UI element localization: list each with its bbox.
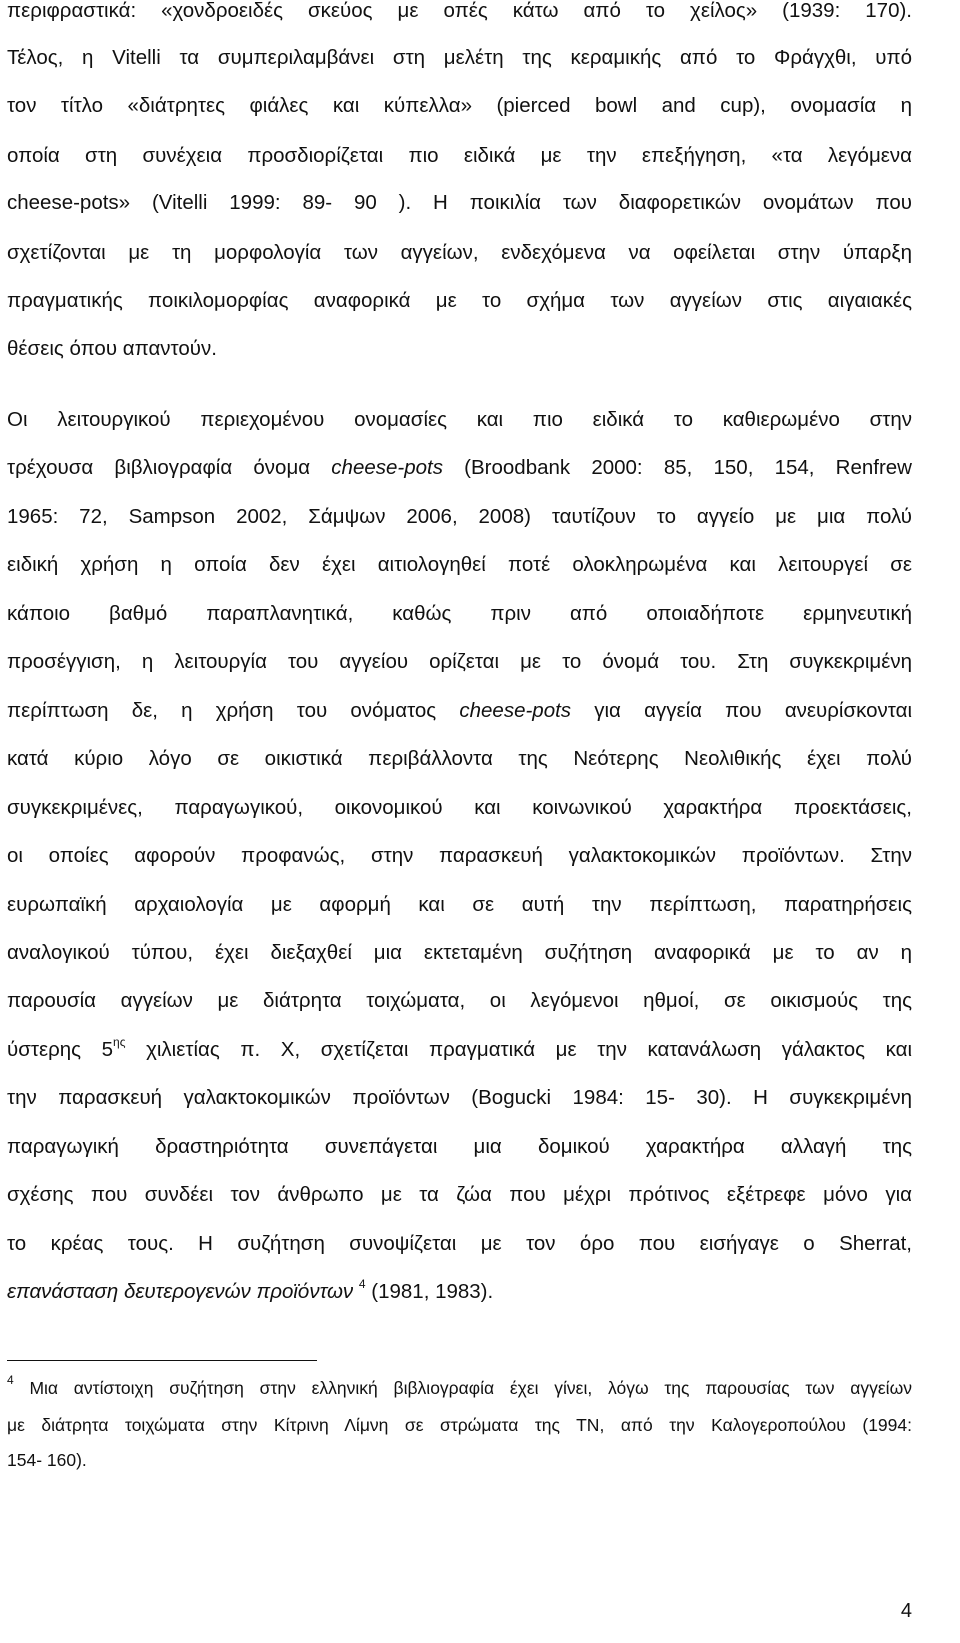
text-line: τον τίτλο «διάτρητες φιάλες και κύπελλα» (pierced bowl and cup), ονομασία η — [7, 94, 912, 117]
text-line: το κρέας τους. Η συζήτηση συνοψίζεται με τον όρο που εισήγαγε ο Sherrat, — [7, 1232, 912, 1255]
text-line: παρουσία αγγείων με διάτρητα τοιχώματα, οι λεγόμενοι ηθμοί, σε οικισμούς της — [7, 989, 912, 1012]
footnote-marker: 4 — [7, 1373, 14, 1387]
text-line: αναλογικού τύπου, έχει διεξαχθεί μια εκτεταμένη συζήτηση αναφορικά με το αν η — [7, 941, 912, 964]
text-line: πραγματικής ποικιλομορφίας αναφορικά με το σχήμα των αγγείων στις αιγαιακές — [7, 289, 912, 312]
text-line: οι οποίες αφορούν προφανώς, στην παρασκευή γαλακτοκομικών προϊόντων. Στην — [7, 844, 912, 867]
text-run: χιλιετίας π. Χ, σχετίζεται πραγματικά με την κατανάλωση γάλακτος και — [125, 1038, 912, 1061]
text-line: κάποιο βαθμό παραπλανητικά, καθώς πριν από οποιαδήποτε ερμηνευτική — [7, 602, 912, 625]
text-line: συγκεκριμένες, παραγωγικού, οικονομικού και κοινωνικού χαρακτήρα προεκτάσεις, — [7, 796, 912, 819]
text-run: για αγγεία που ανευρίσκονται — [571, 699, 913, 722]
page-number: 4 — [900, 1600, 912, 1622]
italic-term: επανάσταση δευτερογενών προϊόντων — [7, 1280, 354, 1303]
footnote-line — [7, 1374, 912, 1402]
text-line: παραγωγική δραστηριότητα συνεπάγεται μια δομικού χαρακτήρα αλλαγή της — [7, 1135, 912, 1158]
text-line: Τέλος, η Vitelli τα συμπεριλαμβάνει στη μελέτη της κεραμικής από το Φράγχθι, υπό — [7, 46, 912, 69]
text-line: θέσεις όπου απαντούν. — [7, 337, 217, 360]
text-run: (Broodbank 2000: 85, 150, 154, Renfrew — [442, 456, 912, 479]
text-line — [7, 696, 912, 726]
footnote-line: με διάτρητα τοιχώματα στην Κίτρινη Λίμνη σε στρώματα της ΤΝ, από την Καλογεροπούλου (1994: — [7, 1415, 912, 1435]
text-line — [7, 1277, 912, 1307]
text-line: cheese-pots» (Vitelli 1999: 89- 90 ). Η ποικιλία των διαφορετικών ονομάτων που — [7, 191, 912, 214]
text-line: περιφραστικά: «χονδροειδές σκεύος με οπές κάτω από το χείλος» (1939: 170). — [7, 0, 912, 22]
text-run: τρέχουσα βιβλιογραφία όνομα — [7, 456, 332, 479]
text-line — [7, 1035, 912, 1065]
text-line: προσέγγιση, η λειτουργία του αγγείου ορίζεται με το όνομά του. Στη συγκεκριμένη — [7, 650, 912, 673]
text-line: κατά κύριο λόγο σε οικιστικά περιβάλλοντα της Νεότερης Νεολιθικής έχει πολύ — [7, 747, 912, 770]
footnote-line: 154- 160). — [7, 1450, 87, 1470]
text-line: οποία στη συνέχεια προσδιορίζεται πιο ειδικά με την επεξήγηση, «τα λεγόμενα — [7, 144, 912, 167]
text-line: σχέσης που συνδέει τον άνθρωπο με τα ζώα που μέχρι πρότινος εξέτρεφε μόνο για — [7, 1183, 912, 1206]
text-run: (1981, 1983). — [365, 1280, 494, 1303]
text-run: ύστερης 5 — [7, 1038, 114, 1061]
text-line: 1965: 72, Sampson 2002, Σάμψων 2006, 2008) ταυτίζουν το αγγείο με μια πολύ — [7, 505, 912, 528]
text-line: την παρασκευή γαλακτοκομικών προϊόντων (Bogucki 1984: 15- 30). Η συγκεκριμένη — [7, 1086, 912, 1109]
footnote-reference: 4 — [358, 1277, 366, 1291]
text-line: σχετίζονται με τη μορφολογία των αγγείων, ενδεχόμενα να οφείλεται στην ύπαρξη — [7, 241, 912, 264]
text-line — [7, 453, 912, 483]
text-line: ειδική χρήση η οποία δεν έχει αιτιολογηθεί ποτέ ολοκληρωμένα και λειτουργεί σε — [7, 553, 912, 576]
superscript: ης — [113, 1035, 126, 1049]
text-run: περίπτωση δε, η χρήση του ονόματος — [7, 699, 460, 722]
text-run: Μια αντίστοιχη συζήτηση στην ελληνική βιβλιογραφία έχει γίνει, λόγω της παρουσίας των αγγείων — [13, 1378, 912, 1398]
footnote-separator — [7, 1360, 317, 1361]
text-line: Οι λειτουργικού περιεχομένου ονομασίες και πιο ειδικά το καθιερωμένο στην — [7, 408, 912, 431]
text-line: ευρωπαϊκή αρχαιολογία με αφορμή και σε αυτή την περίπτωση, παρατηρήσεις — [7, 893, 912, 916]
italic-term: cheese-pots — [459, 699, 572, 722]
italic-term: cheese-pots — [331, 456, 443, 479]
